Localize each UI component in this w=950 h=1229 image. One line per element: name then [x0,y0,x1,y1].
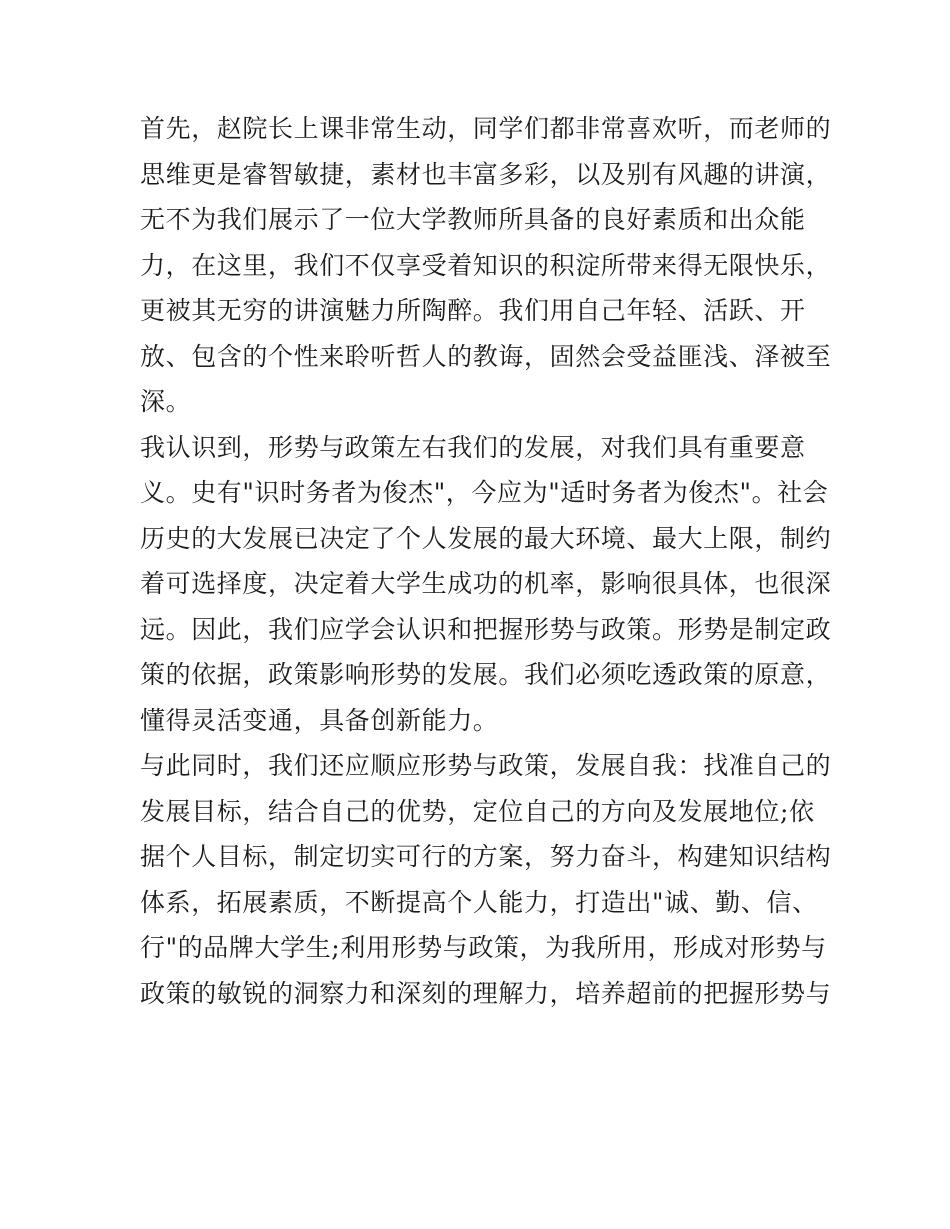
text-line: 首先，赵院长上课非常生动，同学们都非常喜欢听，而老师的 [140,114,832,143]
text-line: 我认识到，形势与政策左右我们的发展，对我们具有重要意 [140,432,806,462]
text-line: 据个人目标，制定切实可行的方案，努力奋斗，构建知识结构 [140,842,832,871]
text-line: 义。史有"识时务者为俊杰"，今应为"适时务者为俊杰"。社会 [140,478,829,507]
text-line: 历史的大发展已决定了个人发展的最大环境、最大上限，制约 [140,523,832,553]
text-line: 力，在这里，我们不仅享受着知识的积淀所带来得无限快乐， [140,250,832,280]
text-line: 与此同时，我们还应顺应形势与政策，发展自我：找准自己的 [140,751,832,780]
text-line: 着可选择度，决定着大学生成功的机率，影响很具体，也很深 [140,569,832,598]
text-line: 体系，拓展素质，不断提高个人能力，打造出"诚、勤、信、 [140,887,818,917]
text-line: 放、包含的个性来聆听哲人的教诲，固然会受益匪浅、泽被至 [140,341,832,371]
text-line: 思维更是睿智敏捷，素材也丰富多彩，以及别有风趣的讲演， [140,159,832,189]
text-line: 发展目标，结合自己的优势，定位自己的方向及发展地位;依 [140,796,815,826]
text-line: 更被其无穷的讲演魅力所陶醉。我们用自己年轻、活跃、开 [140,296,806,325]
text-line: 无不为我们展示了一位大学教师所具备的良好素质和出众能 [140,205,806,234]
text-line: 懂得灵活变通，具备创新能力。 [140,705,499,735]
text-line: 行"的品牌大学生;利用形势与政策，为我所用，形成对形势与 [140,933,827,962]
text-line: 远。因此，我们应学会认识和把握形势与政策。形势是制定政 [140,614,832,644]
text-line: 策的依据，政策影响形势的发展。我们必须吃透政策的原意， [140,660,832,689]
text-line: 政策的敏锐的洞察力和深刻的理解力，培养超前的把握形势与 [140,978,832,1008]
text-line: 深。 [140,387,192,416]
body-text [140,106,832,1016]
